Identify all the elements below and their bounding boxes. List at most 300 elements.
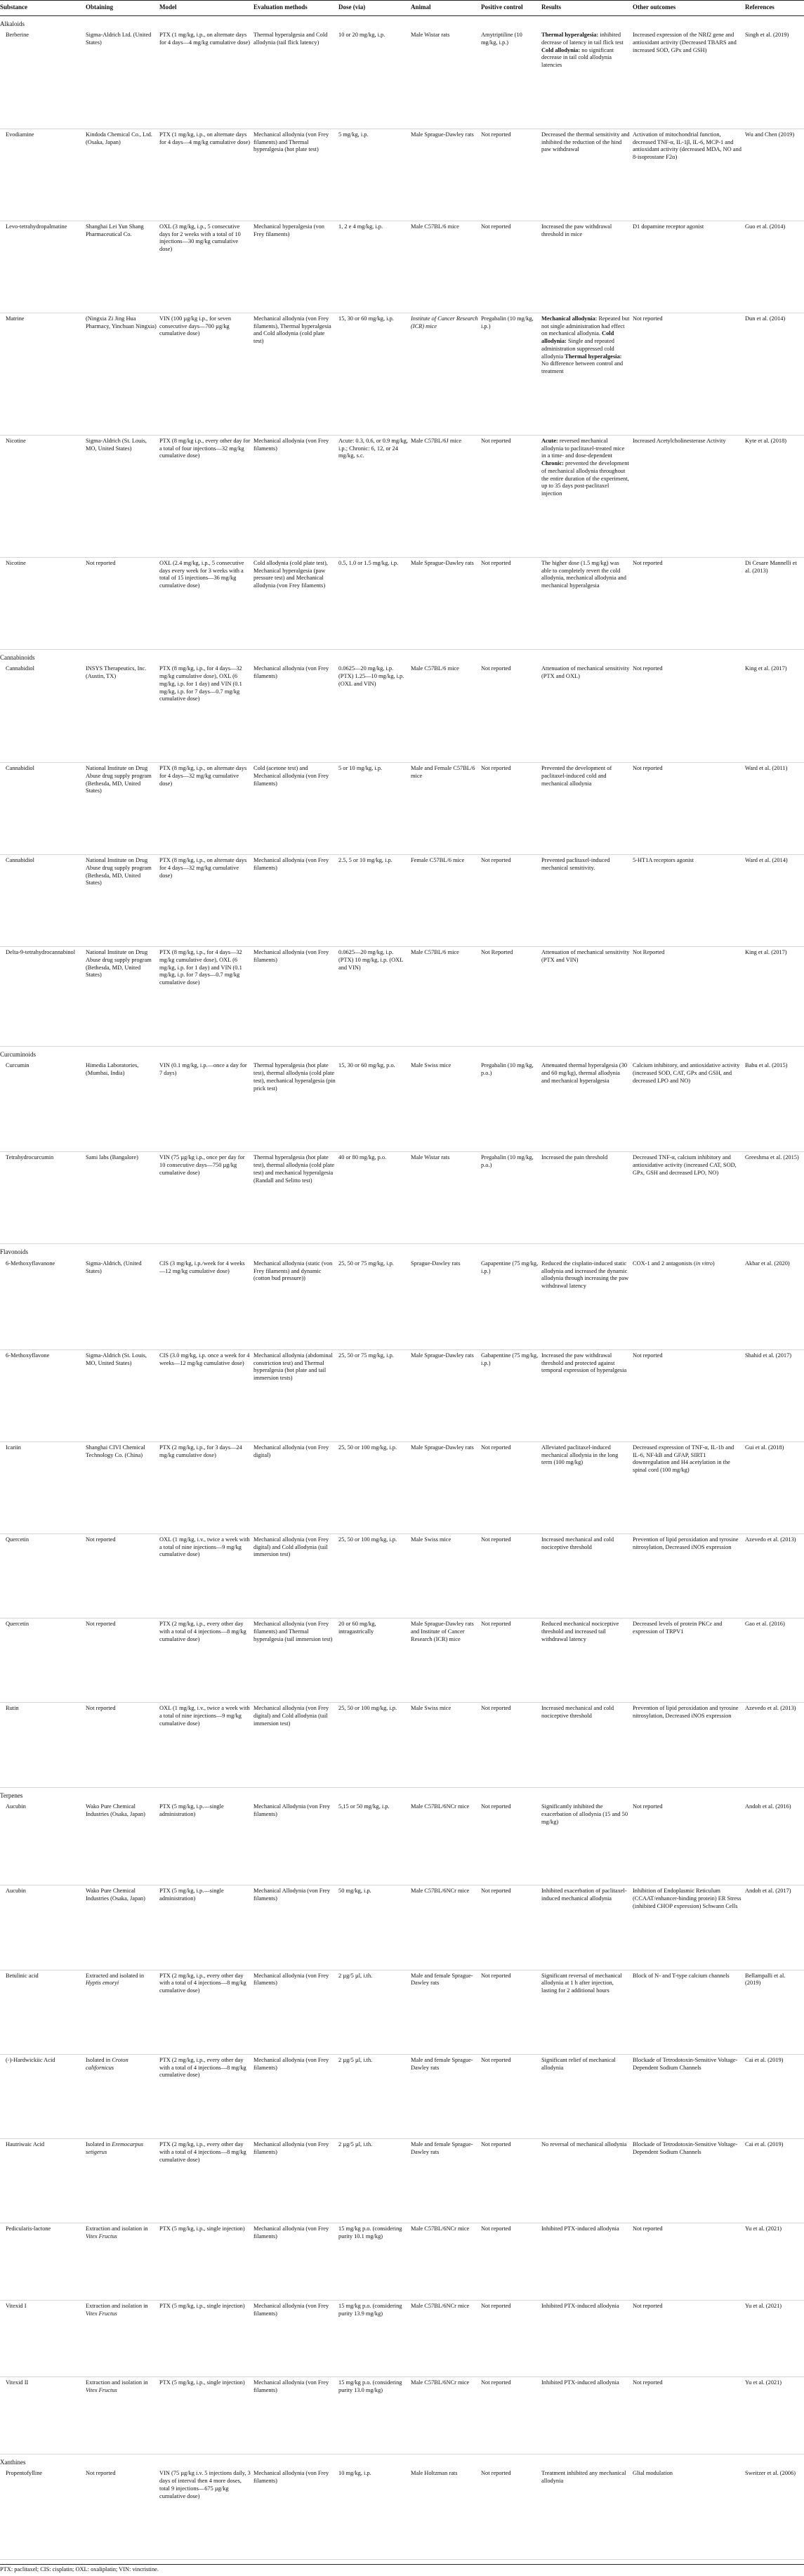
category-label: Alkaloids	[0, 20, 25, 27]
cell-evaluation: Mechanical allodynia (von Frey filaments)	[253, 855, 338, 947]
cell-other-outcomes: Not reported	[633, 2377, 745, 2454]
cell-results: Prevented the development of paclitaxel-induced cold and mechanical allodynia	[541, 763, 633, 855]
table-row	[0, 1970, 804, 2054]
cell-reference: Singh et al. (2019)	[745, 30, 804, 129]
table-row	[0, 313, 804, 435]
cell-results: Increased the paw withdrawal threshold and protected against temporal expression of hyperalgesia	[541, 1349, 633, 1441]
category-label: Curcuminoids	[0, 1046, 804, 1060]
cell-results: Treatment inhibited any mechanical allodynia	[541, 2468, 633, 2560]
cell-substance: Nicotine	[0, 557, 86, 649]
cell-obtaining: Wako Pure Chemical Industries (Osaka, Japan)	[86, 1885, 159, 1970]
cell-animal: Male C57BL/6NCr mice	[411, 1885, 481, 1970]
table-row	[0, 557, 804, 649]
cell-reference: Azevedo et al. (2013)	[745, 1703, 804, 1787]
cell-model: VIN (100 µg/kg i.p., for seven consecutive days—700 µg/kg cumulative dose)	[159, 313, 253, 435]
cell-animal: Male and Female C57BL/6 mice	[411, 763, 481, 855]
table-row	[0, 2468, 804, 2560]
cell-results: Increased mechanical and cold nociceptive threshold	[541, 1703, 633, 1787]
cell-reference: Gao et al. (2016)	[745, 1619, 804, 1703]
cell-model: OXL (3 mg/kg, i.p., 5 consecutive days for 2 weeks with a total of 10 injections—30 mg/kg cumulative dose)	[159, 221, 253, 313]
cell-evaluation: Cold allodynia (cold plate test), Mechanical hyperalgesia (paw pressure test) and Mechanical allodynia (von Frey filaments)	[253, 557, 338, 649]
cell-substance: Rutin	[0, 1703, 86, 1787]
header-evaluation: Evaluation methods	[253, 1, 338, 16]
cell-results: Attenuation of mechanical sensitivity (PTX and OXL)	[541, 663, 633, 762]
table-row	[0, 1885, 804, 1970]
category-label: Flavonoids	[0, 1244, 804, 1258]
cell-evaluation: Mechanical allodynia (von Frey filaments)	[253, 2139, 338, 2223]
cell-model: PTX (2 mg/kg, i.p., every other day with a total of 4 injections—8 mg/kg cumulative dose)	[159, 1619, 253, 1703]
cell-model: CIS (3 mg/kg, i.p./week for 4 weeks—12 mg/kg cumulative dose)	[159, 1258, 253, 1350]
cell-dose: 0.0625—20 mg/kg, i.p. (PTX) 1.25—10 mg/kg, i.p. (OXL and VIN)	[338, 663, 411, 762]
cell-other-outcomes: Calcium inhibitory, and antioxidative activity (increased SOD, CAT, GPx and GSH, and decreased LPO and NO)	[633, 1060, 745, 1152]
table-row	[0, 1258, 804, 1350]
cell-positive-control: Not reported	[481, 2300, 541, 2377]
cell-results: Significant reversal of mechanical allodynia at 1 h after injection, lasting for 2 additional hours	[541, 1970, 633, 2054]
cell-model: PTX (5 mg/kg, i.p., single injection)	[159, 2377, 253, 2454]
cell-evaluation: Mechanical hyperalgesia (von Frey filaments)	[253, 221, 338, 313]
header-model: Model	[159, 1, 253, 16]
cell-animal: Male C57BL/6NCr mice	[411, 1801, 481, 1885]
cell-animal: Male Sprague-Dawley rats	[411, 1349, 481, 1441]
cell-results: Acute: reversed mechanical allodynia to paclitaxel-treated mice in a time- and dose-dependent Chronic: prevented the development of mechanical allodynia throughout the entire duration of the experiment, up to 35 days post-paclitaxel injection	[541, 435, 633, 557]
cell-reference: Yu et al. (2021)	[745, 2223, 804, 2301]
table-row	[0, 30, 804, 129]
cell-model: CIS (3.0 mg/kg, i.p. once a week for 4 weeks—12 mg/kg cumulative dose)	[159, 1349, 253, 1441]
cell-model: PTX (8 mg/kg, i.p., on alternate days for 4 days—32 mg/kg cumulative dose)	[159, 763, 253, 855]
category-row	[0, 2454, 804, 2468]
cell-reference: Sweitzer et al. (2006)	[745, 2468, 804, 2560]
cell-evaluation: Mechanical allodynia (abdominal constriction test) and Thermal hyperalgesia (hot plate and tail immersion tests)	[253, 1349, 338, 1441]
cell-other-outcomes: Blockade of Tetrodotoxin-Sensitive Voltage-Dependent Sodium Channels	[633, 2139, 745, 2223]
cell-evaluation: Thermal hyperalgesia (hot plate test), thermal allodynia (cold plate test), mechanical hyperalgesia (pin prick test)	[253, 1060, 338, 1152]
cell-dose: 2 µg/5 µl, i.th.	[338, 2139, 411, 2223]
cell-animal: Sprague-Dawley rats	[411, 1258, 481, 1350]
cell-dose: 15 mg/kg p.o. (considering purity 10.1 mg/kg)	[338, 2223, 411, 2301]
cell-other-outcomes: Inhibition of Endoplasmic Reticulum (CCAAT/enhancer-binding protein) ER Stress (inhibited CHOP expression) Schwann Cells	[633, 1885, 745, 1970]
cell-evaluation: Mechanical Allodynia (von Frey filaments)	[253, 1885, 338, 1970]
table-row	[0, 663, 804, 762]
cell-results: Mechanical allodynia: Repeated but not single administration had effect on mechanical allodynia. Cold allodynia: Single and repeated administration suppressed cold allodynia Thermal hyperalgesia: No difference between control and treatment	[541, 313, 633, 435]
cell-other-outcomes: Decreased levels of protein PKCε and expression of TRPV1	[633, 1619, 745, 1703]
table-row	[0, 1152, 804, 1244]
table-row	[0, 129, 804, 221]
cell-reference: Azevedo et al. (2013)	[745, 1534, 804, 1618]
cell-animal: Male and female Sprague-Dawley rats	[411, 2139, 481, 2223]
cell-substance: Hautriwaic Acid	[0, 2139, 86, 2223]
cell-obtaining: National Institute on Drug Abuse drug supply program (Bethesda, MD, United States)	[86, 855, 159, 947]
cell-positive-control: Pregabalin (10 mg/kg, i.p.)	[481, 313, 541, 435]
cell-animal: Male Wistar rats	[411, 30, 481, 129]
cell-dose: 25, 50 or 75 mg/kg, i.p.	[338, 1258, 411, 1350]
cell-animal: Female C57BL/6 mice	[411, 855, 481, 947]
table-row	[0, 2223, 804, 2301]
cell-positive-control: Not reported	[481, 1970, 541, 2054]
cell-model: PTX (8 mg/kg, i.p., on alternate days for 4 days—32 mg/kg cumulative dose)	[159, 855, 253, 947]
cell-substance: Nicotine	[0, 435, 86, 557]
cell-results: No reversal of mechanical allodynia	[541, 2139, 633, 2223]
cell-reference: Wu and Chen (2019)	[745, 129, 804, 221]
cell-other-outcomes: Not reported	[633, 663, 745, 762]
cell-results: Reduced mechanical nociceptive threshold and increased tail withdrawal latency	[541, 1619, 633, 1703]
cell-evaluation: Thermal hyperalgesia and Cold allodynia (tail flick latency)	[253, 30, 338, 129]
cell-results: Prevented paclitaxel-induced mechanical sensitivity.	[541, 855, 633, 947]
cell-model: OXL (2.4 mg/kg, i.p., 5 consecutive days every week for 3 weeks with a total of 15 injections—36 mg/kg cumulative dose)	[159, 557, 253, 649]
table-row	[0, 1619, 804, 1703]
cell-dose: 1, 2 e 4 mg/kg, i.p.	[338, 221, 411, 313]
cell-obtaining: Extraction and isolation in Vitex Fructus	[86, 2223, 159, 2301]
cell-other-outcomes: Increased expression of the NRf2 gene and antioxidant activity (Decreased TBARS and increased SOD, GPx and GSH)	[633, 30, 745, 129]
cell-model: PTX (5 mg/kg, i.p.—single administration)	[159, 1885, 253, 1970]
cell-substance: 6-Methoxyflavanone	[0, 1258, 86, 1350]
cell-animal: Institute of Cancer Research (ICR) mice	[411, 313, 481, 435]
cell-dose: 5 mg/kg, i.p.	[338, 129, 411, 221]
cell-model: PTX (1 mg/kg, i.p., on alternate days for 4 days—4 mg/kg cumulative dose)	[159, 129, 253, 221]
cell-evaluation: Mechanical allodynia (von Frey digital) and Cold allodynia (tail immersion test)	[253, 1703, 338, 1787]
cell-substance: Icariin	[0, 1441, 86, 1534]
cell-model: PTX (1 mg/kg, i.p., on alternate days for 4 days—4 mg/kg cumulative dose)	[159, 30, 253, 129]
cell-reference: Shahid et al. (2017)	[745, 1349, 804, 1441]
cell-dose: 0.0625—20 mg/kg, i.p. (PTX) 10 mg/kg, i.p. (OXL and VIN)	[338, 947, 411, 1047]
cell-reference: Gui et al. (2018)	[745, 1441, 804, 1534]
cell-positive-control: Pregabalin (10 mg/kg, p.o.)	[481, 1152, 541, 1244]
cell-positive-control: Not reported	[481, 1619, 541, 1703]
cell-other-outcomes: Not reported	[633, 763, 745, 855]
cell-other-outcomes: Decreased expression of TNF-α, IL-1b and IL-6, NF-kB and GFAP, SIRT1 downregulation and H4 acetylation in the spinal cord (100 mg/kg)	[633, 1441, 745, 1534]
cell-other-outcomes: Not Reported	[633, 947, 745, 1047]
cell-substance: (-)-Hardwickiic Acid	[0, 2054, 86, 2138]
cell-evaluation: Mechanical allodynia (von Frey filaments)	[253, 2377, 338, 2454]
cell-dose: 2 µg/5 µl, i.th.	[338, 2054, 411, 2138]
cell-animal: Male Sprague-Dawley rats and Institute of Cancer Research (ICR) mice	[411, 1619, 481, 1703]
cell-evaluation: Mechanical allodynia (von Frey filaments)	[253, 1970, 338, 2054]
cell-reference: Ward et al. (2014)	[745, 855, 804, 947]
cell-evaluation: Mechanical allodynia (von Frey filaments) and Thermal hyperalgesia (hot plate test)	[253, 129, 338, 221]
cell-reference: Andoh et al. (2016)	[745, 1801, 804, 1885]
cell-animal: Male Sprague-Dawley rats	[411, 1441, 481, 1534]
cell-animal: Male and female Sprague-Dawley rats	[411, 2054, 481, 2138]
category-label: Xanthines	[0, 2454, 804, 2468]
cell-obtaining: Not reported	[86, 1703, 159, 1787]
footnote: PTX: paclitaxel; CIS: cisplatin; OXL: oxaliplatin; VIN: vincristine.	[0, 2564, 804, 2572]
category-row	[0, 1046, 804, 1060]
table-row	[0, 947, 804, 1047]
cell-positive-control: Gapapentine (75 mg/kg, i.p.)	[481, 1258, 541, 1350]
cell-obtaining: Not reported	[86, 557, 159, 649]
table-row	[0, 1441, 804, 1534]
cell-positive-control: Not reported	[481, 663, 541, 762]
cell-reference: Yu et al. (2021)	[745, 2300, 804, 2377]
cell-obtaining: Not reported	[86, 1619, 159, 1703]
cell-obtaining: Shanghai Lei Yun Shang Pharmaceutical Co.	[86, 221, 159, 313]
cell-results: Attenuation of mechanical sensitivity (PTX and VIN)	[541, 947, 633, 1047]
cell-substance: Berberine	[0, 30, 86, 129]
category-label: Cannabinoids	[0, 649, 804, 663]
cell-dose: 2.5, 5 or 10 mg/kg, i.p.	[338, 855, 411, 947]
cell-dose: 0.5, 1.0 or 1.5 mg/kg, i.p.	[338, 557, 411, 649]
cell-reference: Cai et al. (2019)	[745, 2139, 804, 2223]
table-row	[0, 1534, 804, 1618]
cell-substance: Pedicularis-lactone	[0, 2223, 86, 2301]
cell-dose: 2 µg/5 µl, i.th.	[338, 1970, 411, 2054]
header-substance: Substance	[0, 1, 86, 16]
cell-evaluation: Mechanical allodynia (von Frey filaments)	[253, 663, 338, 762]
cell-model: PTX (2 mg/kg, i.p., for 3 days—24 mg/kg cumulative dose)	[159, 1441, 253, 1534]
cell-results: Inhibited PTX-induced allodynia	[541, 2377, 633, 2454]
cell-model: VIN (0.1 mg/kg, i.p.—once a day for 7 days)	[159, 1060, 253, 1152]
cell-dose: 25, 50 or 100 mg/kg, i.p.	[338, 1703, 411, 1787]
cell-substance: Cannabidiol	[0, 663, 86, 762]
cell-evaluation: Mechanical allodynia (von Frey filaments)	[253, 2468, 338, 2560]
cell-positive-control: Not reported	[481, 221, 541, 313]
cell-substance: Quercetin	[0, 1534, 86, 1618]
cell-reference: Kyte et al. (2018)	[745, 435, 804, 557]
cell-animal: Male C57BL/6J mice	[411, 435, 481, 557]
cell-positive-control: Not reported	[481, 2139, 541, 2223]
cell-dose: 5,15 or 50 mg/kg, i.p.	[338, 1801, 411, 1885]
cell-dose: 50 mg/kg, i.p.	[338, 1885, 411, 1970]
cell-obtaining: Extraction and isolation in Vitex Fructus	[86, 2377, 159, 2454]
cell-obtaining: Not reported	[86, 1534, 159, 1618]
cell-evaluation: Mechanical allodynia (von Frey filaments) and Thermal hyperalgesia (tail immersion test)	[253, 1619, 338, 1703]
cell-model: PTX (5 mg/kg, i.p., single injection)	[159, 2223, 253, 2301]
cell-evaluation: Mechanical Allodynia (von Frey filaments)	[253, 1801, 338, 1885]
cell-other-outcomes: Not reported	[633, 557, 745, 649]
cell-obtaining: Sigma-Aldrich, (United States)	[86, 1258, 159, 1350]
cell-dose: 25, 50 or 75 mg/kg, i.p.	[338, 1349, 411, 1441]
cell-obtaining: Sigma-Aldrich Ltd. (United States)	[86, 30, 159, 129]
cell-dose: 10 or 20 mg/kg, i.p.	[338, 30, 411, 129]
cell-animal: Male C57BL/6 mice	[411, 947, 481, 1047]
cell-positive-control: Not reported	[481, 129, 541, 221]
cell-evaluation: Cold (acetone test) and Mechanical allodynia (von Frey filaments)	[253, 763, 338, 855]
header-control: Positive control	[481, 1, 541, 16]
cell-positive-control: Gabapentine (75 mg/kg, i.p.)	[481, 1349, 541, 1441]
cell-reference: Ward et al. (2011)	[745, 763, 804, 855]
cell-model: VIN (75 µg/kg i.p., once per day for 10 consecutive days—750 µg/kg cumulative dose)	[159, 1152, 253, 1244]
cell-results: Alleviated paclitaxel-induced mechanical allodynia in the long term (100 mg/kg)	[541, 1441, 633, 1534]
cell-results: Significant relief of mechanical allodynia	[541, 2054, 633, 2138]
cell-obtaining: Kindoda Chemical Co., Ltd. (Osaka, Japan)	[86, 129, 159, 221]
cell-evaluation: Mechanical allodynia (von Frey filaments), Thermal hyperalgesia and Cold allodynia (cold plate test)	[253, 313, 338, 435]
category-row	[0, 649, 804, 663]
cell-obtaining: Extraction and isolation in Vitex Fructus	[86, 2300, 159, 2377]
table-row	[0, 221, 804, 313]
cell-positive-control: Not reported	[481, 1441, 541, 1534]
category-label: Terpenes	[0, 1787, 804, 1801]
cell-dose: 15, 30 or 60 mg/kg, i.p.	[338, 313, 411, 435]
cell-substance: Propentofylline	[0, 2468, 86, 2560]
cell-evaluation: Mechanical allodynia (von Frey digital)	[253, 1441, 338, 1534]
table-row	[0, 2377, 804, 2454]
cell-results: Inhibited exacerbation of paclitaxel-induced mechanical allodynia	[541, 1885, 633, 1970]
cell-reference: Greeshma et al. (2015)	[745, 1152, 804, 1244]
cell-reference: Yu et al. (2021)	[745, 2377, 804, 2454]
cell-dose: 5 or 10 mg/kg, i.p.	[338, 763, 411, 855]
cell-reference: Andoh et al. (2017)	[745, 1885, 804, 1970]
cell-animal: Male C57BL/6 mice	[411, 221, 481, 313]
table-row	[0, 2054, 804, 2138]
cell-other-outcomes: Not reported	[633, 2223, 745, 2301]
cell-model: PTX (8 mg/kg, i.p., for 4 days—32 mg/kg cumulative dose), OXL (6 mg/kg, i.p. for 1 day) and VIN (0.1 mg/kg, i.p. for 7 days—0.7 mg/kg cumulative dose)	[159, 947, 253, 1047]
cell-results: Increased the paw withdrawal threshold in mice	[541, 221, 633, 313]
cell-evaluation: Mechanical allodynia (von Frey filaments)	[253, 2300, 338, 2377]
cell-positive-control: Not reported	[481, 1801, 541, 1885]
cell-other-outcomes: COX-1 and 2 antagonists (in vitro)	[633, 1258, 745, 1350]
cell-animal: Male C57BL/6 mice	[411, 663, 481, 762]
cell-results: Significantly inhibited the exacerbation of allodynia (15 and 50 mg/kg)	[541, 1801, 633, 1885]
cell-substance: Aucubin	[0, 1801, 86, 1885]
cell-animal: Male C57BL/6NCr mice	[411, 2300, 481, 2377]
table-row	[0, 763, 804, 855]
cell-model: PTX (5 mg/kg, i.p., single injection)	[159, 2300, 253, 2377]
cell-positive-control: Not reported	[481, 435, 541, 557]
cell-substance: Delta-9-tetrahydrocannabinol	[0, 947, 86, 1047]
category-row	[0, 1787, 804, 1801]
cell-results: Reduced the cisplatin-induced static allodynia and increased the dynamic allodynia through increasing the paw withdrawal latency	[541, 1258, 633, 1350]
cell-positive-control: Pregabalin (10 mg/kg, p.o.)	[481, 1060, 541, 1152]
cell-substance: Curcumin	[0, 1060, 86, 1152]
cell-substance: Evodiamine	[0, 129, 86, 221]
header-references: References	[745, 1, 804, 16]
cell-obtaining: Isolated in Croton californicus	[86, 2054, 159, 2138]
cell-dose: 40 or 80 mg/kg, p.o.	[338, 1152, 411, 1244]
header-row	[0, 1, 804, 16]
cell-model: PTX (2 mg/kg, i.p., every other day with a total of 4 injections—8 mg/kg cumulative dose)	[159, 2139, 253, 2223]
cell-other-outcomes: Increased Acetylcholinesterase Activity	[633, 435, 745, 557]
cell-other-outcomes: Not reported	[633, 1801, 745, 1885]
cell-substance: Tetrahydrocurcumin	[0, 1152, 86, 1244]
cell-obtaining: National Institute on Drug Abuse drug supply program (Bethesda, MD, United States)	[86, 763, 159, 855]
cell-evaluation: Thermal hyperalgesia (hot plate test), thermal allodynia (cold plate test) and mechanical hyperalgesia (Randall and Selitto test)	[253, 1152, 338, 1244]
category-row	[0, 15, 804, 30]
cell-results: The higher dose (1.5 mg/kg) was able to completely revert the cold allodynia, mechanical allodynia and mechanical hyperalgesia	[541, 557, 633, 649]
table-row	[0, 855, 804, 947]
cell-other-outcomes: Prevention of lipid peroxidation and tyrosine nitrosylation, Decreased iNOS expression	[633, 1534, 745, 1618]
cell-dose: 25, 50 or 100 mg/kg, i.p.	[338, 1441, 411, 1534]
cell-substance: Cannabidiol	[0, 855, 86, 947]
cell-obtaining: (Ningxia Zi Jing Hua Pharmacy, Yinchuan Ningxia)	[86, 313, 159, 435]
cell-evaluation: Mechanical allodynia (von Frey filaments)	[253, 2054, 338, 2138]
cell-model: PTX (2 mg/kg, i.p., every other day with a total of 4 injections—8 mg/kg cumulative dose)	[159, 2054, 253, 2138]
cell-positive-control: Not reported	[481, 1534, 541, 1618]
cell-animal: Male Swiss mice	[411, 1060, 481, 1152]
cell-positive-control: Not reported	[481, 2468, 541, 2560]
cell-other-outcomes: Prevention of lipid peroxidation and tyrosine nitrosylation, Decreased iNOS expression	[633, 1703, 745, 1787]
cell-results: Increased mechanical and cold nociceptive threshold	[541, 1534, 633, 1618]
cell-results: Attenuated thermal hyperalgesia (30 and 60 mg/kg), thermal allodynia and mechanical hyperalgesia	[541, 1060, 633, 1152]
category-row	[0, 1244, 804, 1258]
cell-dose: 15, 30 or 60 mg/kg, p.o.	[338, 1060, 411, 1152]
cell-animal: Male C57BL/6NCr mice	[411, 2377, 481, 2454]
table-row	[0, 1060, 804, 1152]
cell-obtaining: Extracted and isolated in Hyptis emoryi	[86, 1970, 159, 2054]
header-other: Other outcomes	[633, 1, 745, 16]
cell-reference: Dun et al. (2014)	[745, 313, 804, 435]
cell-substance: Cannabidiol	[0, 763, 86, 855]
cell-substance: Aucubin	[0, 1885, 86, 1970]
table-row	[0, 1349, 804, 1441]
cell-obtaining: Wako Pure Chemical Industries (Osaka, Japan)	[86, 1801, 159, 1885]
cell-obtaining: Not reported	[86, 2468, 159, 2560]
cell-other-outcomes: Block of N- and T-type calcium channels	[633, 1970, 745, 2054]
cell-animal: Male and female Sprague-Dawley rats	[411, 1970, 481, 2054]
cell-dose: 15 mg/kg p.o. (considering purity 13.0 mg/kg)	[338, 2377, 411, 2454]
cell-dose: 20 or 60 mg/kg, intragastrically	[338, 1619, 411, 1703]
cell-evaluation: Mechanical allodynia (static (von Frey filaments) and dynamic (cotton bud pressure))	[253, 1258, 338, 1350]
table-row	[0, 2139, 804, 2223]
cell-obtaining: INSYS Therapeutics, Inc. (Austin, TX)	[86, 663, 159, 762]
cell-substance: Matrine	[0, 313, 86, 435]
cell-positive-control: Not reported	[481, 1703, 541, 1787]
cell-dose: 10 mg/kg, i.p.	[338, 2468, 411, 2560]
cell-other-outcomes: Blockade of Tetrodotoxin-Sensitive Voltage-Dependent Sodium Channels	[633, 2054, 745, 2138]
cell-reference: Di Cesare Mannelli et al. (2013)	[745, 557, 804, 649]
cell-positive-control: Not reported	[481, 2377, 541, 2454]
cell-reference: Guo et al. (2014)	[745, 221, 804, 313]
cell-reference: Babu et al. (2015)	[745, 1060, 804, 1152]
cell-positive-control: Not reported	[481, 855, 541, 947]
cell-other-outcomes: 5-HT1A receptors agonist	[633, 855, 745, 947]
cell-obtaining: Isolated in Eremocarpus setigerus	[86, 2139, 159, 2223]
cell-positive-control: Not reported	[481, 557, 541, 649]
cell-positive-control: Not reported	[481, 1885, 541, 1970]
cell-results: Decreased the thermal sensitivity and inhibited the reduction of the hind paw withdrawal	[541, 129, 633, 221]
table-body	[0, 15, 804, 2560]
cell-positive-control: Not reported	[481, 763, 541, 855]
cell-model: OXL (1 mg/kg, i.v., twice a week with a total of nine injections—9 mg/kg cumulative dose)	[159, 1534, 253, 1618]
cell-evaluation: Mechanical allodynia (von Frey filaments)	[253, 435, 338, 557]
cell-substance: 6-Methoxyflavone	[0, 1349, 86, 1441]
cell-animal: Male Wistar rats	[411, 1152, 481, 1244]
cell-animal: Male Swiss mice	[411, 1534, 481, 1618]
cell-positive-control: Not reported	[481, 2054, 541, 2138]
cell-evaluation: Mechanical allodynia (von Frey filaments)	[253, 947, 338, 1047]
cell-model: PTX (8 mg/kg i.p., every other day for a total of four injections—32 mg/kg cumulative dose)	[159, 435, 253, 557]
cell-other-outcomes: Glial modulation	[633, 2468, 745, 2560]
cell-reference: King et al. (2017)	[745, 663, 804, 762]
header-results: Results	[541, 1, 633, 16]
cell-other-outcomes: Not reported	[633, 1349, 745, 1441]
cell-dose: 15 mg/kg p.o. (considering purity 13.9 mg/kg)	[338, 2300, 411, 2377]
cell-other-outcomes: Activation of mitochondrial function, decreased TNF-α, IL-1β, IL-6, MCP-1 and antioxidant activity (decreased MDA, NO and 8-isoprostane F2α)	[633, 129, 745, 221]
cell-dose: Acute: 0.3, 0.6, or 0.9 mg/kg, i.p.; Chronic: 6, 12, or 24 mg/kg, s.c.	[338, 435, 411, 557]
table-row	[0, 1703, 804, 1787]
cell-reference: Akbar et al. (2020)	[745, 1258, 804, 1350]
cell-model: PTX (8 mg/kg, i.p., for 4 days—32 mg/kg cumulative dose), OXL (6 mg/kg, i.p. for 1 day) and VIN (0.1 mg/kg, i.p. for 7 days—0.7 mg/kg cumulative dose)	[159, 663, 253, 762]
cell-dose: 25, 50 or 100 mg/kg, i.p.	[338, 1534, 411, 1618]
cell-positive-control: Not reported	[481, 2223, 541, 2301]
cell-animal: Male C57BL/6NCr mice	[411, 2223, 481, 2301]
cell-obtaining: Shanghai CIVI Chemical Technology Co. (China)	[86, 1441, 159, 1534]
cell-animal: Male Holtzman rats	[411, 2468, 481, 2560]
cell-substance: Vitexid I	[0, 2300, 86, 2377]
table-row	[0, 2300, 804, 2377]
cell-reference: Cai et al. (2019)	[745, 2054, 804, 2138]
header-dose: Dose (via)	[338, 1, 411, 16]
cell-substance: Levo-tetrahydropalmatine	[0, 221, 86, 313]
cell-other-outcomes: Not reported	[633, 2300, 745, 2377]
cell-obtaining: National Institute on Drug Abuse drug supply program (Bethesda, MD, United States)	[86, 947, 159, 1047]
cell-reference: King et al. (2017)	[745, 947, 804, 1047]
cell-reference: Bellampalli et al. (2019)	[745, 1970, 804, 2054]
cell-positive-control: Amytriptiline (10 mg/kg, i.p.)	[481, 30, 541, 129]
cell-obtaining: Himedia Laboratories, (Mumbai, India)	[86, 1060, 159, 1152]
cell-model: PTX (5 mg/kg, i.p.—single administration)	[159, 1801, 253, 1885]
cell-substance: Quercetin	[0, 1619, 86, 1703]
cell-results: Inhibited PTX-induced allodynia	[541, 2300, 633, 2377]
cell-substance: Betulinic acid	[0, 1970, 86, 2054]
cell-positive-control: Not Reported	[481, 947, 541, 1047]
